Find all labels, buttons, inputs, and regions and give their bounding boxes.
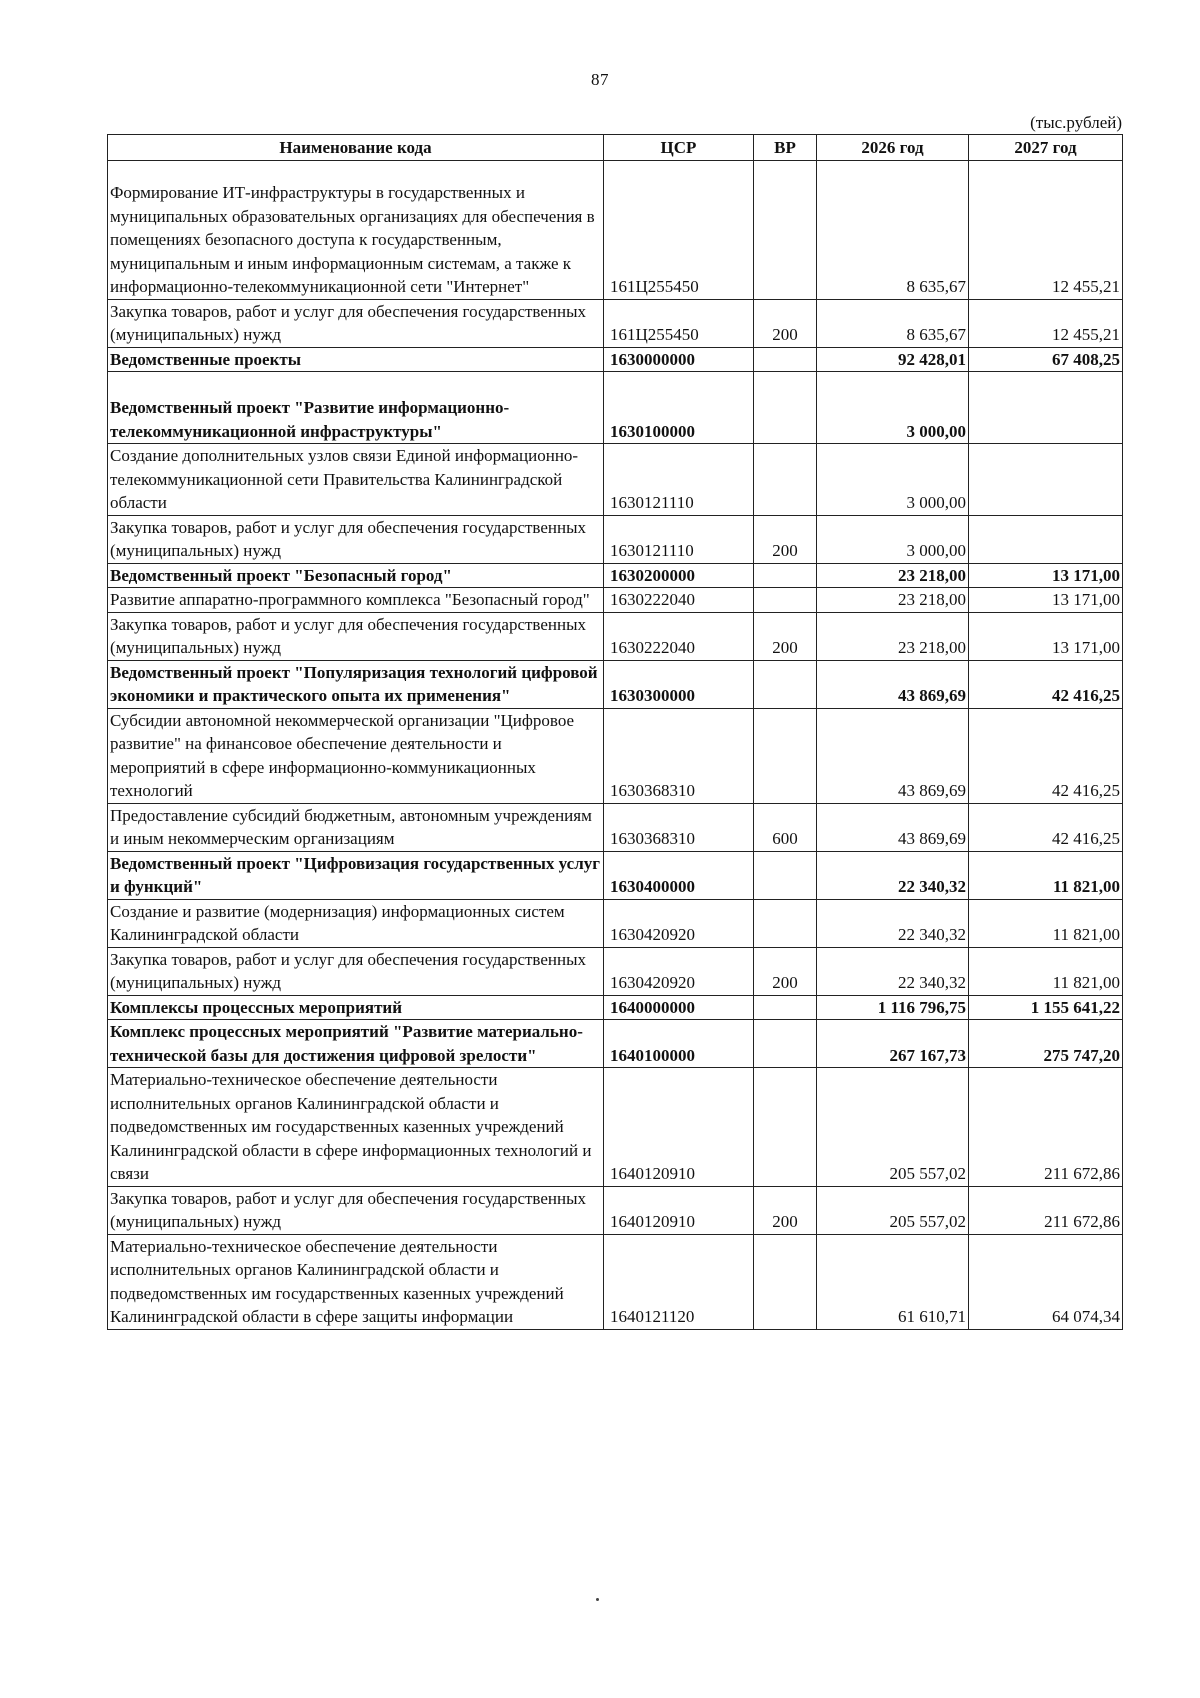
- row-vr: [754, 347, 817, 372]
- row-name: Закупка товаров, работ и услуг для обеспечения государственных (муниципальных) нужд: [108, 947, 604, 995]
- row-name: Ведомственный проект "Цифровизация государственных услуг и функций": [108, 851, 604, 899]
- row-vr: [754, 660, 817, 708]
- row-2026: 61 610,71: [817, 1234, 969, 1329]
- row-2026: 43 869,69: [817, 708, 969, 803]
- row-csr: 1630368310: [604, 708, 754, 803]
- row-2027: 211 672,86: [969, 1186, 1123, 1234]
- row-2026: 8 635,67: [817, 161, 969, 300]
- row-name: Ведомственные проекты: [108, 347, 604, 372]
- table-row: [108, 161, 1123, 300]
- row-csr: 1630300000: [604, 660, 754, 708]
- row-csr: 1630121110: [604, 515, 754, 563]
- row-2027: 211 672,86: [969, 1068, 1123, 1187]
- table-row: [108, 995, 1123, 1020]
- table-row: [108, 588, 1123, 613]
- page-number: 87: [591, 70, 609, 89]
- row-csr: 1630200000: [604, 563, 754, 588]
- row-name: Предоставление субсидий бюджетным, автономным учреждениям и иным некоммерческим организациям: [108, 803, 604, 851]
- row-2026: 3 000,00: [817, 515, 969, 563]
- row-2027: 11 821,00: [969, 947, 1123, 995]
- row-2027: 12 455,21: [969, 299, 1123, 347]
- table-row: [108, 612, 1123, 660]
- budget-table: [107, 134, 1123, 1330]
- row-name: Ведомственный проект "Популяризация технологий цифровой экономики и практического опыта их применения": [108, 660, 604, 708]
- row-vr: [754, 851, 817, 899]
- row-2026: 23 218,00: [817, 612, 969, 660]
- row-csr: 1640000000: [604, 995, 754, 1020]
- row-vr: [754, 372, 817, 444]
- row-2026: 205 557,02: [817, 1186, 969, 1234]
- row-vr: 200: [754, 947, 817, 995]
- row-2026: 23 218,00: [817, 563, 969, 588]
- row-name: Материально-техническое обеспечение деятельности исполнительных органов Калининградской области и подведомственных им государственных казенных учреждений Калининградской области в сфере защиты информации: [108, 1234, 604, 1329]
- row-name: Создание и развитие (модернизация) информационных систем Калининградской области: [108, 899, 604, 947]
- row-csr: 1630222040: [604, 612, 754, 660]
- row-vr: [754, 995, 817, 1020]
- row-csr: 1630420920: [604, 899, 754, 947]
- row-vr: 200: [754, 612, 817, 660]
- row-name: Комплексы процессных мероприятий: [108, 995, 604, 1020]
- row-csr: 1640120910: [604, 1186, 754, 1234]
- row-vr: 200: [754, 299, 817, 347]
- row-vr: [754, 1020, 817, 1068]
- row-2027: 67 408,25: [969, 347, 1123, 372]
- row-vr: [754, 899, 817, 947]
- table-row: [108, 899, 1123, 947]
- header-vr: ВР: [754, 135, 817, 161]
- row-2027: 12 455,21: [969, 161, 1123, 300]
- row-vr: [754, 563, 817, 588]
- row-2026: 3 000,00: [817, 444, 969, 516]
- table-row: [108, 1186, 1123, 1234]
- row-csr: 1630000000: [604, 347, 754, 372]
- row-csr: 1640100000: [604, 1020, 754, 1068]
- header-name: Наименование кода: [108, 135, 604, 161]
- row-name: Закупка товаров, работ и услуг для обеспечения государственных (муниципальных) нужд: [108, 299, 604, 347]
- table-header-row: [108, 135, 1123, 161]
- row-2026: 3 000,00: [817, 372, 969, 444]
- row-csr: 1630368310: [604, 803, 754, 851]
- row-vr: [754, 588, 817, 613]
- table-row: [108, 372, 1123, 444]
- row-2027: 42 416,25: [969, 708, 1123, 803]
- table-row: [108, 347, 1123, 372]
- row-name: Комплекс процессных мероприятий "Развитие материально-технической базы для достижения цифровой зрелости": [108, 1020, 604, 1068]
- table-row: [108, 515, 1123, 563]
- row-vr: [754, 1234, 817, 1329]
- row-csr: 1630222040: [604, 588, 754, 613]
- row-2027: 42 416,25: [969, 803, 1123, 851]
- row-2027: 275 747,20: [969, 1020, 1123, 1068]
- row-name: Развитие аппаратно-программного комплекса "Безопасный город": [108, 588, 604, 613]
- table-row: [108, 1020, 1123, 1068]
- row-2027: 13 171,00: [969, 612, 1123, 660]
- row-2027: 64 074,34: [969, 1234, 1123, 1329]
- row-2027: 42 416,25: [969, 660, 1123, 708]
- row-2026: 92 428,01: [817, 347, 969, 372]
- header-2026: 2026 год: [817, 135, 969, 161]
- row-csr: 1630121110: [604, 444, 754, 516]
- row-2027: 11 821,00: [969, 851, 1123, 899]
- row-2027: [969, 444, 1123, 516]
- table-row: [108, 1068, 1123, 1187]
- row-vr: [754, 1068, 817, 1187]
- row-vr: [754, 161, 817, 300]
- row-name: Создание дополнительных узлов связи Единой информационно-телекоммуникационной сети Правительства Калининградской области: [108, 444, 604, 516]
- header-csr: ЦСР: [604, 135, 754, 161]
- row-csr: 161Ц255450: [604, 299, 754, 347]
- row-2026: 22 340,32: [817, 947, 969, 995]
- table-row: [108, 563, 1123, 588]
- row-2027: [969, 372, 1123, 444]
- row-vr: 200: [754, 515, 817, 563]
- row-csr: 1640120910: [604, 1068, 754, 1187]
- row-2026: 22 340,32: [817, 851, 969, 899]
- table-row: [108, 660, 1123, 708]
- row-2026: 267 167,73: [817, 1020, 969, 1068]
- row-name: Закупка товаров, работ и услуг для обеспечения государственных (муниципальных) нужд: [108, 612, 604, 660]
- row-name: Ведомственный проект "Безопасный город": [108, 563, 604, 588]
- row-name: Формирование ИТ-инфраструктуры в государственных и муниципальных образовательных организациях для обеспечения в помещениях безопасного доступа к государственным, муниципальным и иным информационным системам, а также к информационно-телекоммуникационной сети "Интернет": [108, 161, 604, 300]
- row-csr: 1630420920: [604, 947, 754, 995]
- row-name: Закупка товаров, работ и услуг для обеспечения государственных (муниципальных) нужд: [108, 1186, 604, 1234]
- row-name: Субсидии автономной некоммерческой организации "Цифровое развитие" на финансовое обеспечение деятельности и мероприятий в сфере информационно-коммуникационных технологий: [108, 708, 604, 803]
- row-2027: 13 171,00: [969, 563, 1123, 588]
- row-2026: 43 869,69: [817, 803, 969, 851]
- row-2026: 1 116 796,75: [817, 995, 969, 1020]
- table-row: [108, 803, 1123, 851]
- table-row: [108, 444, 1123, 516]
- row-vr: [754, 708, 817, 803]
- table-body: [108, 161, 1123, 1330]
- header-2027: 2027 год: [969, 135, 1123, 161]
- row-csr: 1630400000: [604, 851, 754, 899]
- table-row: [108, 299, 1123, 347]
- table-row: [108, 1234, 1123, 1329]
- row-2026: 205 557,02: [817, 1068, 969, 1187]
- row-2026: 22 340,32: [817, 899, 969, 947]
- row-vr: 600: [754, 803, 817, 851]
- row-2027: [969, 515, 1123, 563]
- table-row: [108, 851, 1123, 899]
- table-row: [108, 708, 1123, 803]
- row-2027: 11 821,00: [969, 899, 1123, 947]
- row-2026: 23 218,00: [817, 588, 969, 613]
- row-vr: 200: [754, 1186, 817, 1234]
- row-name: Материально-техническое обеспечение деятельности исполнительных органов Калининградской области и подведомственных им государственных казенных учреждений Калининградской области в сфере информационных технологий и связи: [108, 1068, 604, 1187]
- row-name: Закупка товаров, работ и услуг для обеспечения государственных (муниципальных) нужд: [108, 515, 604, 563]
- row-csr: 1630100000: [604, 372, 754, 444]
- units-label: (тыс.рублей): [1030, 113, 1122, 132]
- row-2027: 1 155 641,22: [969, 995, 1123, 1020]
- row-2027: 13 171,00: [969, 588, 1123, 613]
- scan-dot: [596, 1598, 599, 1601]
- row-name: Ведомственный проект "Развитие информационно-телекоммуникационной инфраструктуры": [108, 372, 604, 444]
- row-csr: 161Ц255450: [604, 161, 754, 300]
- row-2026: 43 869,69: [817, 660, 969, 708]
- row-vr: [754, 444, 817, 516]
- row-2026: 8 635,67: [817, 299, 969, 347]
- row-csr: 1640121120: [604, 1234, 754, 1329]
- table-row: [108, 947, 1123, 995]
